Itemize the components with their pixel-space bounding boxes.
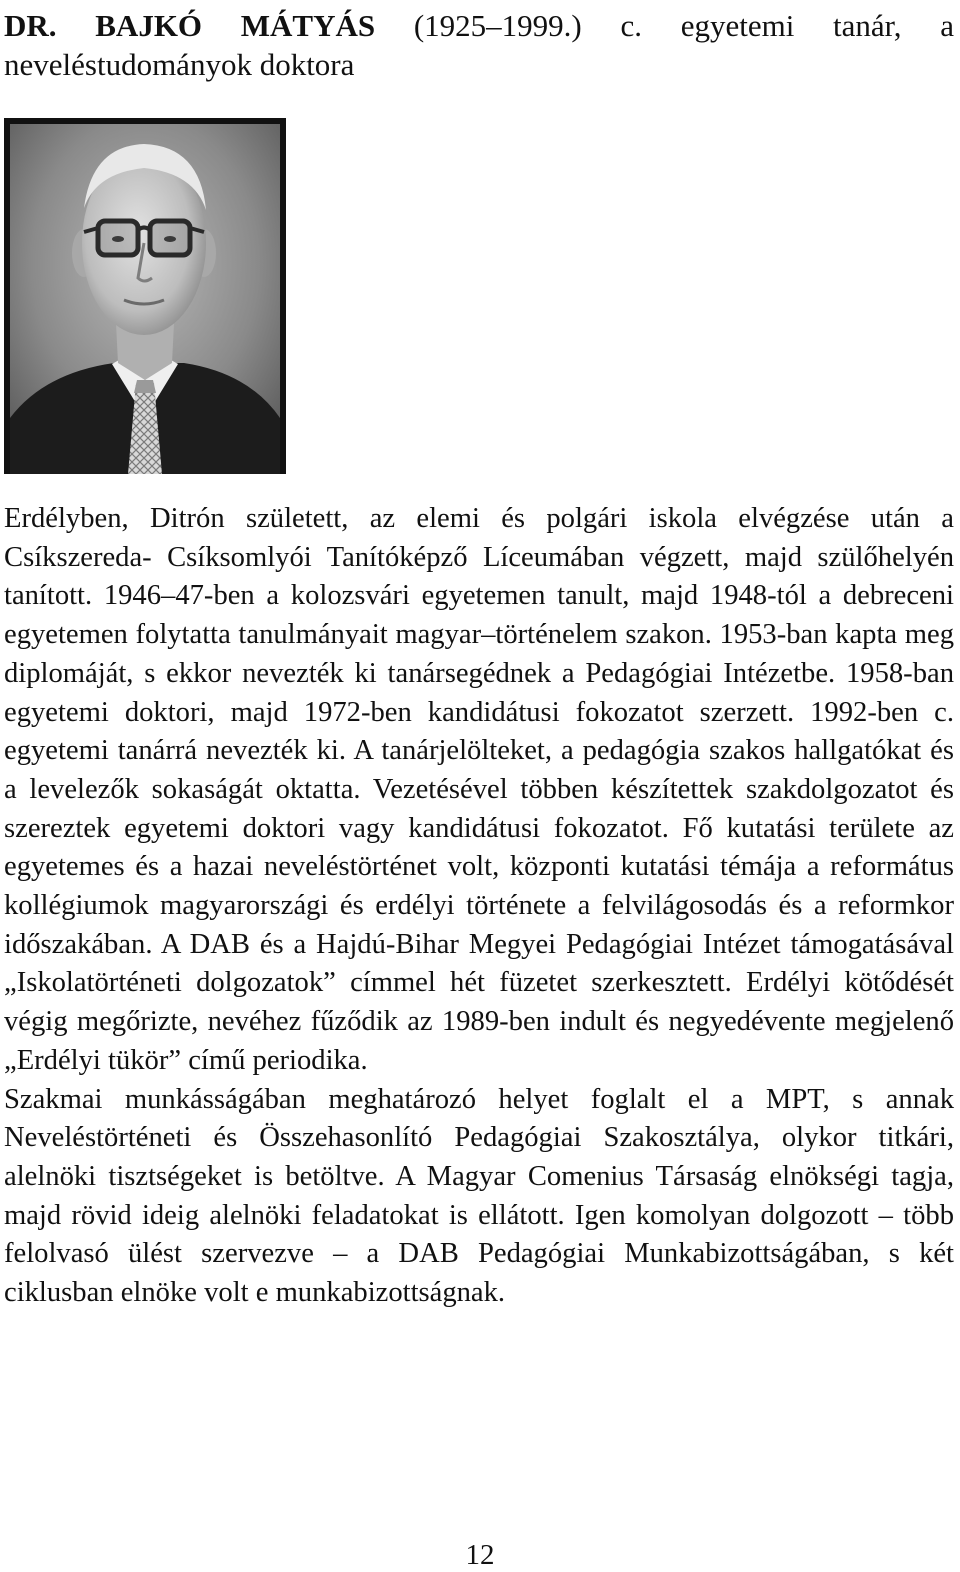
title-description: (1925–1999.) c. egyetemi tanár, a neveléstudományok doktora [4, 8, 954, 82]
person-name: DR. BAJKÓ MÁTYÁS [4, 8, 376, 43]
paragraph: Erdélyben, Ditrón született, az elemi és polgári iskola elvégzése után a Csíkszereda- Csíksomlyói Tanítóképző Líceumában végzett, majd szülőhelyén tanított. 1946–47-ben a kolozsvári egyetemen tanult, majd 1948-tól a debreceni egyetemen folytatta tanulmányait magyar–történelem szakon. 1953-ban kapta meg diplomáját, s ekkor nevezték ki tanársegédnek a Pedagógiai Intézetbe. 1958-ban egyetemi doktori, majd 1972-ben kandidátusi fokozatot szerzett. 1992-ben c. egyetemi tanárrá nevezték ki. A tanárjelölteket, a pedagógia szakos hallgatókat és a levelezők sokaságát oktatta. Vezetésével többen készítettek szakdolgozatot és szereztek egyetemi doktori vagy kandidátusi fokozatot. Fő kutatási területe az egyetemes és a hazai neveléstörténet volt, központi kutatási témája a református kollégiumok magyarországi és erdélyi története a felvilágosodás és a reformkor időszakában. A DAB és a Hajdú-Bihar Megyei Pedagógiai Intézet támogatásával „Iskolatörténeti dolgozatok” címmel hét füzetet szerkesztett. Erdélyi kötődését végig megőrizte, nevéhez fűződik az 1989-ben indult és negyedévente megjelenő „Erdélyi tükör” című periodika. [4, 503, 954, 1076]
page-number: 12 [465, 1539, 495, 1571]
biography-text [4, 500, 954, 1313]
portrait-photo [4, 118, 286, 474]
paragraph: Szakmai munkásságában meghatározó helyet foglalt el a MPT, s annak Neveléstörténeti és Összehasonlító Pedagógiai Szakosztálya, olykor titkári, alelnöki tisztségeket is betöltve. A Magyar Comenius Társaság elnökségi tagja, majd rövid ideig alelnöki feladatokat is ellátott. Igen komolyan dolgozott – több felolvasó ülést szervezve – a DAB Pedagógiai Munkabizottságában, s két ciklusban elnöke volt e munkabizottságnak. [4, 1083, 954, 1309]
page-title [4, 6, 954, 84]
